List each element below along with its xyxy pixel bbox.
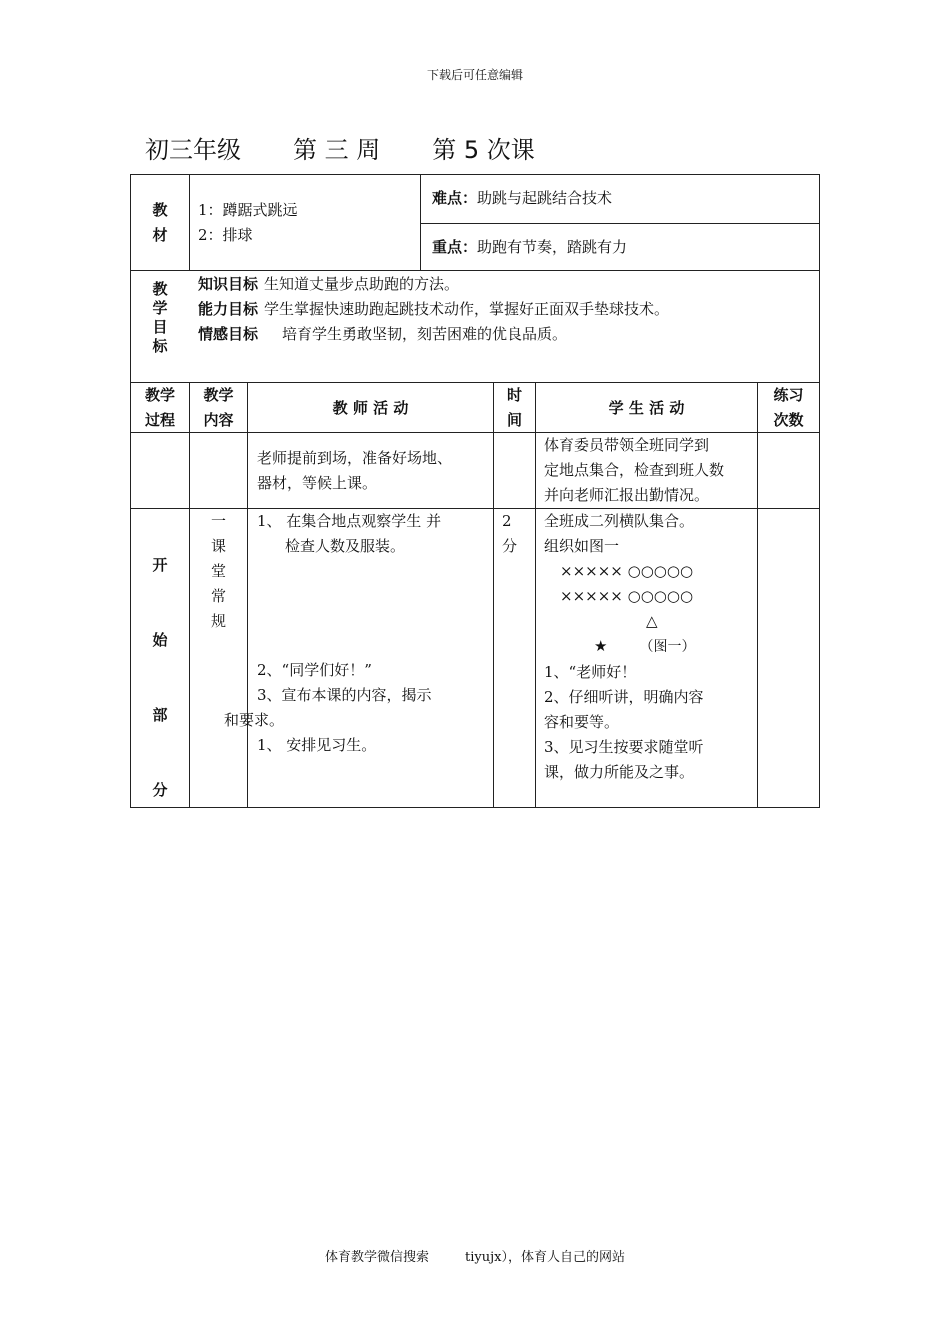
footer-left: 体育教学微信搜索 — [325, 1250, 430, 1265]
materials-list — [198, 198, 298, 248]
pre-class-teacher: 老师提前到场，准备好场地、 器材，等候上课。 — [257, 449, 453, 492]
objectives-list — [198, 272, 669, 347]
pre-class-student: 体育委员带领全班同学到 定地点集合，检查到班人数 并向老师汇报出勤情况。 — [544, 436, 725, 504]
star-marker: ★ — [594, 637, 608, 655]
figure-caption-row: ★ （图一） — [594, 637, 696, 655]
col-practice: 练习 次数 — [773, 386, 804, 429]
title-week: 第 三 周 — [293, 136, 381, 164]
col-teacher: 教 师 活 动 — [332, 399, 409, 417]
col-student: 学 生 活 动 — [608, 399, 685, 417]
formation-row: ××××× ○○○○○ — [560, 587, 694, 605]
objective-item: 知识目标 生知道丈量步点助跑的方法。 — [198, 275, 460, 293]
col-content: 教学 内容 — [203, 386, 234, 429]
footer — [0, 1246, 950, 1265]
formation-row: ××××× ○○○○○ — [560, 562, 694, 580]
difficulty-label: 难点： — [432, 189, 478, 207]
difficulty — [432, 186, 612, 211]
start-teacher-2: 2、“同学们好！” 3、宣布本课的内容，揭示 — [257, 661, 432, 704]
material-item: 2：排球 — [198, 226, 253, 244]
page-title — [145, 130, 535, 165]
col-process: 教学 过程 — [144, 386, 175, 429]
materials-label: 教 材 — [152, 201, 168, 244]
key-text: 助跑有节奏，踏跳有力 — [477, 238, 628, 256]
teacher-position: △ — [646, 612, 658, 630]
start-content: 一 课 堂 常 规 — [210, 512, 226, 630]
difficulty-text: 助跳与起跳结合技术 — [477, 189, 613, 207]
key-point — [432, 235, 627, 260]
start-student: 全班成二列横队集合。 组织如图一 ××××× ○○○○○ ××××× ○○○○○ △ ★ （图一） 1、“老师好！ 2、仔细听讲，明确内容 容和要等。 3、见习生按要求随堂听 课，做力所能及之事。 — [544, 512, 704, 781]
start-process: 开 始 部 分 — [152, 556, 168, 799]
start-teacher: 1、 在集合地点观察学生 并 检查人数及服装。 — [257, 512, 442, 555]
objective-item: 情感目标 培育学生勇敢坚韧，刻苦困难的优良品质。 — [198, 325, 568, 343]
objective-item: 能力目标 学生掌握快速助跑起跳技术动作，掌握好正面双手垫球技术。 — [198, 300, 670, 318]
footer-right: tiyujx），体育人自己的网站 — [465, 1250, 625, 1265]
header-note: 下载后可任意编辑 — [426, 68, 523, 82]
start-teacher-3: 和要求。 1、 安排见习生。 — [224, 711, 377, 754]
key-label: 重点： — [432, 238, 478, 256]
start-time: 2 分 — [502, 512, 518, 555]
col-time: 时 间 — [506, 386, 522, 429]
material-item: 1：蹲踞式跳远 — [198, 201, 298, 219]
objectives-label: 教 学 目 标 — [152, 280, 168, 355]
title-grade: 初三年级 — [145, 136, 241, 164]
title-lesson: 第 5 次课 — [432, 136, 535, 164]
